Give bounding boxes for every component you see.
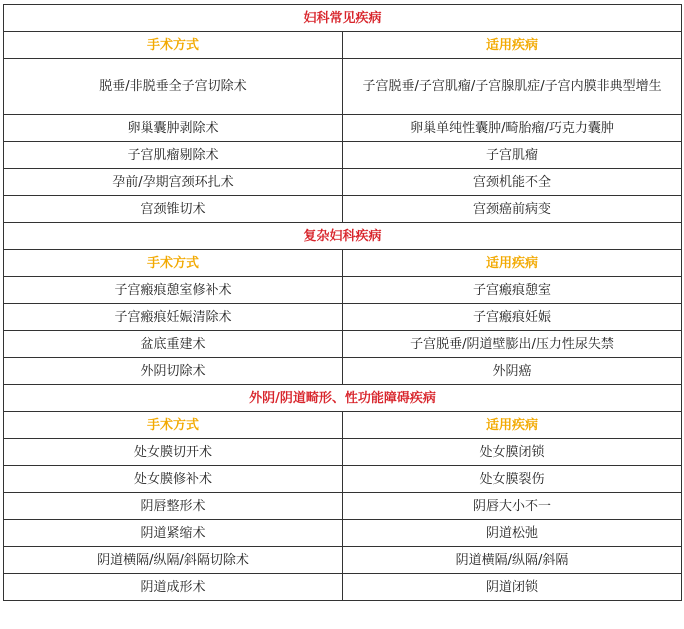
applicable-disease-cell: 子宫瘢痕妊娠 [343,304,682,331]
applicable-disease-cell: 阴道松弛 [343,520,682,547]
table-row [4,115,682,142]
surgery-method-cell: 宫颈锥切术 [4,196,343,223]
column-header-method: 手术方式 [4,32,343,59]
section-title-row [4,385,682,412]
section-title: 外阴/阴道畸形、性功能障碍疾病 [4,385,682,412]
table-row [4,574,682,601]
table-row [4,196,682,223]
surgery-method-cell: 子宫瘢痕憩室修补术 [4,277,343,304]
table-row [4,142,682,169]
applicable-disease-cell: 子宫瘢痕憩室 [343,277,682,304]
table-row [4,439,682,466]
column-header-row [4,32,682,59]
applicable-disease-cell: 外阴癌 [343,358,682,385]
gynecology-surgery-table [3,4,682,601]
column-header-method: 手术方式 [4,412,343,439]
surgery-method-cell: 孕前/孕期宫颈环扎术 [4,169,343,196]
applicable-disease-cell: 卵巢单纯性囊肿/畸胎瘤/巧克力囊肿 [343,115,682,142]
surgery-method-cell: 处女膜修补术 [4,466,343,493]
table-row [4,466,682,493]
column-header-row [4,250,682,277]
table-row [4,304,682,331]
table-row [4,493,682,520]
table-row [4,331,682,358]
section-title-row [4,5,682,32]
section-title: 复杂妇科疾病 [4,223,682,250]
applicable-disease-cell: 处女膜裂伤 [343,466,682,493]
surgery-method-cell: 阴道紧缩术 [4,520,343,547]
column-header-disease: 适用疾病 [343,250,682,277]
surgery-method-cell: 处女膜切开术 [4,439,343,466]
column-header-row [4,412,682,439]
surgery-method-cell: 阴道成形术 [4,574,343,601]
surgery-method-cell: 阴道横隔/纵隔/斜隔切除术 [4,547,343,574]
table-row [4,358,682,385]
applicable-disease-cell: 阴唇大小不一 [343,493,682,520]
applicable-disease-cell: 子宫脱垂/阴道壁膨出/压力性尿失禁 [343,331,682,358]
table-row [4,59,682,115]
surgery-method-cell: 外阴切除术 [4,358,343,385]
column-header-method: 手术方式 [4,250,343,277]
applicable-disease-cell: 处女膜闭锁 [343,439,682,466]
surgery-method-cell: 盆底重建术 [4,331,343,358]
table-row [4,169,682,196]
column-header-disease: 适用疾病 [343,32,682,59]
table-row [4,520,682,547]
applicable-disease-cell: 宫颈癌前病变 [343,196,682,223]
surgery-method-cell: 子宫瘢痕妊娠清除术 [4,304,343,331]
surgery-method-cell: 阴唇整形术 [4,493,343,520]
applicable-disease-cell: 阴道闭锁 [343,574,682,601]
applicable-disease-cell: 子宫肌瘤 [343,142,682,169]
surgery-method-cell: 卵巢囊肿剥除术 [4,115,343,142]
applicable-disease-cell: 阴道横隔/纵隔/斜隔 [343,547,682,574]
column-header-disease: 适用疾病 [343,412,682,439]
applicable-disease-cell: 子宫脱垂/子宫肌瘤/子宫腺肌症/子宫内膜非典型增生 [343,59,682,115]
applicable-disease-cell: 宫颈机能不全 [343,169,682,196]
table-row [4,277,682,304]
section-title-row [4,223,682,250]
surgery-method-cell: 子宫肌瘤剔除术 [4,142,343,169]
gynecology-surgery-table-container [3,4,681,601]
table-row [4,547,682,574]
surgery-method-cell: 脱垂/非脱垂全子宫切除术 [4,59,343,115]
section-title: 妇科常见疾病 [4,5,682,32]
